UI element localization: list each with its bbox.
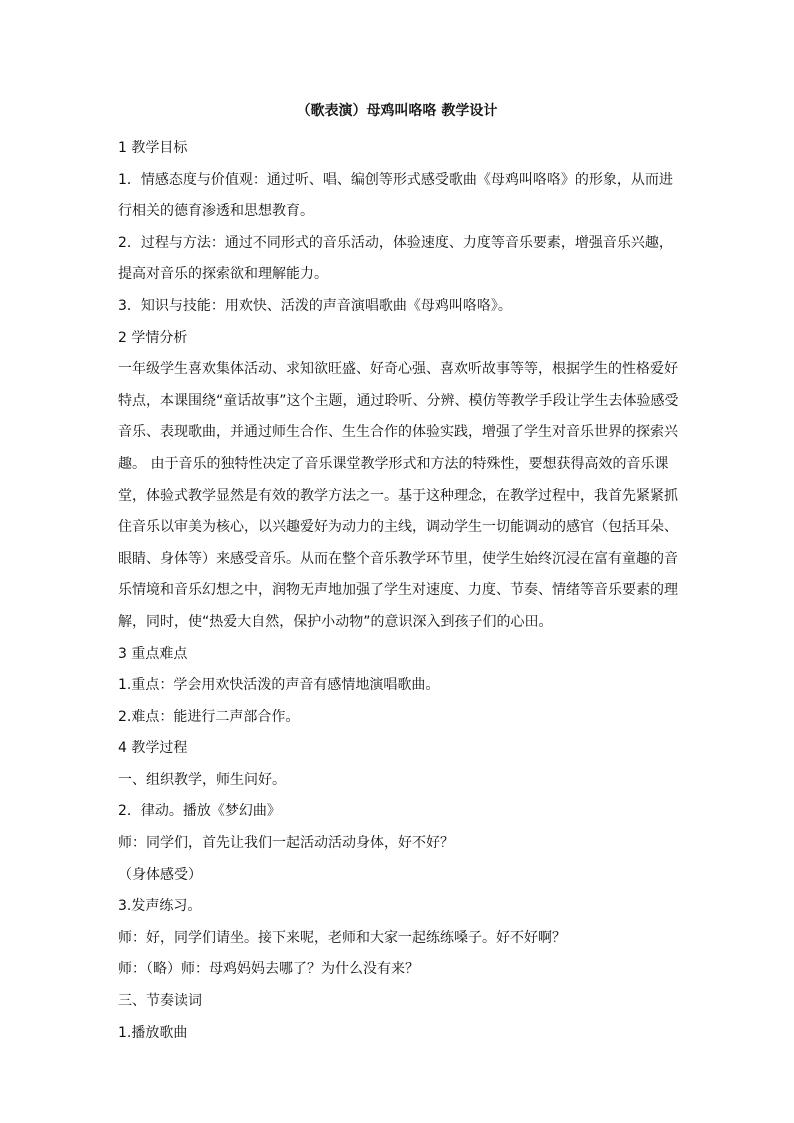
paragraph-line: 3.发声练习。	[118, 898, 202, 915]
paragraph-line: （身体感受）	[118, 866, 202, 883]
paragraph-line: 乐情境和音乐幻想之中，润物无声地加强了学生对速度、力度、节奏、情绪等音乐要素的理	[118, 582, 678, 599]
paragraph-line: 音乐、表现歌曲，并通过师生合作、生生合作的体验实践，增强了学生对音乐世界的探索兴	[118, 424, 678, 441]
paragraph-line: 2.难点：能进行二声部合作。	[118, 708, 300, 725]
paragraph-line: 3．知识与技能：用欢快、活泼的声音演唱歌曲《母鸡叫咯咯》。	[118, 297, 512, 314]
paragraph-line: 行相关的德育渗透和思想教育。	[118, 203, 314, 220]
paragraph-line: 解，同时，使“热爱大自然，保护小动物”的意识深入到孩子们的心田。	[118, 613, 553, 630]
paragraph-line: 特点，本课围绕“童话故事”这个主题，通过聆听、分辨、模仿等教学手段让学生去体验感受	[118, 392, 679, 409]
paragraph-line: 堂，体验式教学显然是有效的教学方法之一。基于这种理念，在教学过程中，我首先紧紧抓	[118, 487, 678, 504]
paragraph-line: 师：好，同学们请坐。接下来呢，老师和大家一起练练嗓子。好不好啊？	[118, 929, 566, 946]
paragraph-line: 提高对音乐的探索欲和理解能力。	[118, 266, 328, 283]
paragraph-line: 师：（略）师：母鸡妈妈去哪了？为什么没有来？	[118, 961, 419, 978]
paragraph-line: 2．律动。播放《梦幻曲》	[118, 803, 281, 820]
paragraph-line: 趣。 由于音乐的独特性决定了音乐课堂教学形式和方法的特殊性，要想获得高效的音乐课	[118, 455, 669, 472]
paragraph-line: 三、节奏读词	[118, 993, 202, 1010]
paragraph-line: 一年级学生喜欢集体活动、求知欲旺盛、好奇心强、喜欢听故事等等，根据学生的性格爱好	[118, 361, 678, 378]
paragraph-line: 住音乐以审美为核心，以兴趣爱好为动力的主线，调动学生一切能调动的感官（包括耳朵、	[118, 519, 678, 536]
paragraph-line: 2．过程与方法：通过不同形式的音乐活动，体验速度、力度等音乐要素，增强音乐兴趣，	[118, 234, 673, 251]
paragraph-line: 一、组织教学，师生问好。	[118, 771, 286, 788]
section-heading-objectives: 1 教学目标	[118, 140, 188, 156]
paragraph-line: 1．情感态度与价值观：通过听、唱、编创等形式感受歌曲《母鸡叫咯咯》的形象，从而进	[118, 171, 673, 188]
paragraph-line: 1.播放歌曲	[118, 1024, 188, 1041]
paragraph-line: 1.重点：学会用欢快活泼的声音有感情地演唱歌曲。	[118, 677, 440, 694]
section-heading-analysis: 2 学情分析	[118, 329, 188, 346]
paragraph-line: 师：同学们，首先让我们一起活动活动身体，好不好？	[118, 835, 454, 852]
paragraph-line: 眼睛、身体等）来感受音乐。从而在整个音乐教学环节里，使学生始终沉浸在富有童趣的音	[118, 550, 678, 567]
section-heading-key-points: 3 重点难点	[118, 645, 188, 662]
document-body	[118, 133, 679, 1049]
section-heading-process: 4 教学过程	[118, 740, 188, 757]
document-title: （歌表演）母鸡叫咯咯 教学设计	[296, 103, 498, 119]
